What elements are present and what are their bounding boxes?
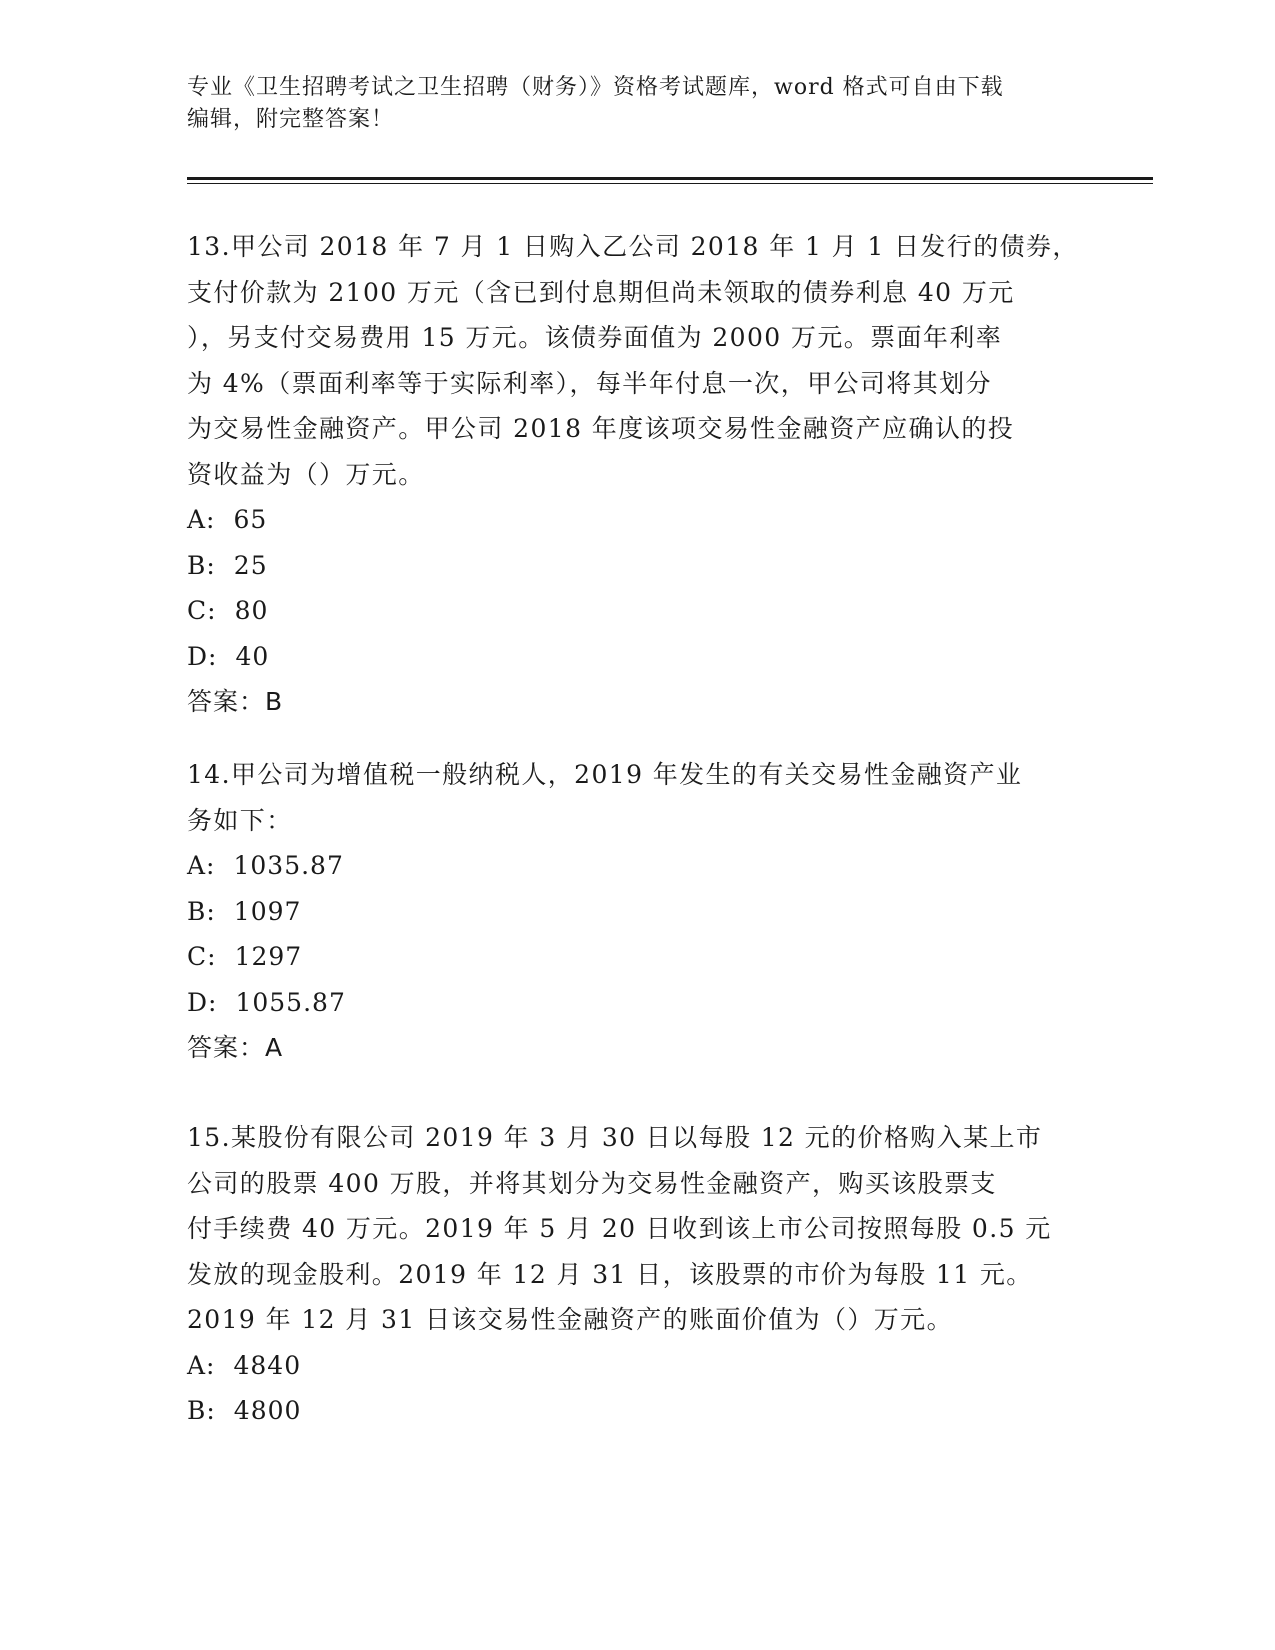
stem-line: 为交易性金融资产。甲公司 2018 年度该项交易性金融资产应确认的投	[187, 414, 1015, 443]
option-d	[187, 634, 1087, 680]
option-value: 1035.87	[233, 851, 344, 880]
option-key: B:	[187, 1396, 216, 1425]
option-value: 4840	[233, 1350, 302, 1380]
option-key: A:	[187, 851, 216, 880]
question-stem	[187, 224, 1087, 497]
option-a	[187, 497, 1087, 543]
stem-line: 15.某股份有限公司 2019 年 3 月 30 日以每股 12 元的价格购入某上市	[187, 1123, 1043, 1152]
option-value: 1055.87	[235, 987, 346, 1017]
option-key: D:	[187, 987, 218, 1017]
stem-line: 14.甲公司为增值税一般纳税人，2019 年发生的有关交易性金融资产业	[187, 760, 1023, 789]
option-b	[187, 889, 1087, 935]
answer-label: 答案：B	[187, 687, 284, 716]
option-b	[187, 543, 1087, 589]
answer-label: 答案：A	[187, 1033, 284, 1062]
option-c	[187, 934, 1087, 980]
option-value: 4800	[233, 1396, 302, 1425]
option-b	[187, 1388, 1087, 1434]
stem-line: 务如下：	[187, 805, 293, 835]
stem-line: 13.甲公司 2018 年 7 月 1 日购入乙公司 2018 年 1 月 1 日发行的债券，	[187, 232, 1079, 261]
header-line-2: 编辑，附完整答案！	[187, 107, 395, 132]
stem-line: 支付价款为 2100 万元（含已到付息期但尚未领取的债券利息 40 万元	[187, 277, 1015, 307]
question-13	[187, 224, 1087, 725]
option-key: A:	[187, 1350, 216, 1380]
stem-line: ），另支付交易费用 15 万元。该债券面值为 2000 万元。票面年利率	[187, 323, 1003, 352]
option-key: C:	[187, 596, 217, 625]
option-value: 80	[234, 596, 269, 625]
stem-line: 为 4%（票面利率等于实际利率），每半年付息一次，甲公司将其划分	[187, 368, 992, 398]
option-key: A:	[187, 505, 216, 534]
option-key: C:	[187, 942, 217, 971]
question-stem	[187, 752, 1087, 843]
option-value: 65	[233, 505, 268, 534]
document-header	[187, 72, 1087, 136]
question-15	[187, 1115, 1087, 1434]
option-a	[187, 843, 1087, 889]
option-value: 25	[233, 550, 268, 580]
stem-line: 2019 年 12 月 31 日该交易性金融资产的账面价值为（）万元。	[187, 1305, 953, 1334]
option-d	[187, 980, 1087, 1026]
stem-line: 发放的现金股利。2019 年 12 月 31 日，该股票的市价为每股 11 元。	[187, 1259, 1033, 1289]
header-rule-thick	[187, 177, 1153, 180]
option-key: D:	[187, 641, 218, 671]
header-rule-thin	[187, 183, 1153, 184]
question-14	[187, 752, 1087, 1071]
option-key: B:	[187, 550, 216, 580]
option-value: 1097	[233, 896, 302, 926]
option-c	[187, 588, 1087, 634]
option-value: 40	[235, 641, 270, 671]
option-value: 1297	[234, 942, 303, 971]
stem-line: 公司的股票 400 万股，并将其划分为交易性金融资产，购买该股票支	[187, 1168, 997, 1198]
option-a	[187, 1343, 1087, 1389]
header-line-1: 专业《卫生招聘考试之卫生招聘（财务）》资格考试题库，word 格式可自由下载	[187, 75, 1004, 100]
stem-line: 付手续费 40 万元。2019 年 5 月 20 日收到该上市公司按照每股 0.5 元	[187, 1214, 1052, 1243]
option-key: B:	[187, 896, 216, 926]
stem-line: 资收益为（）万元。	[187, 459, 425, 489]
question-stem	[187, 1115, 1087, 1343]
